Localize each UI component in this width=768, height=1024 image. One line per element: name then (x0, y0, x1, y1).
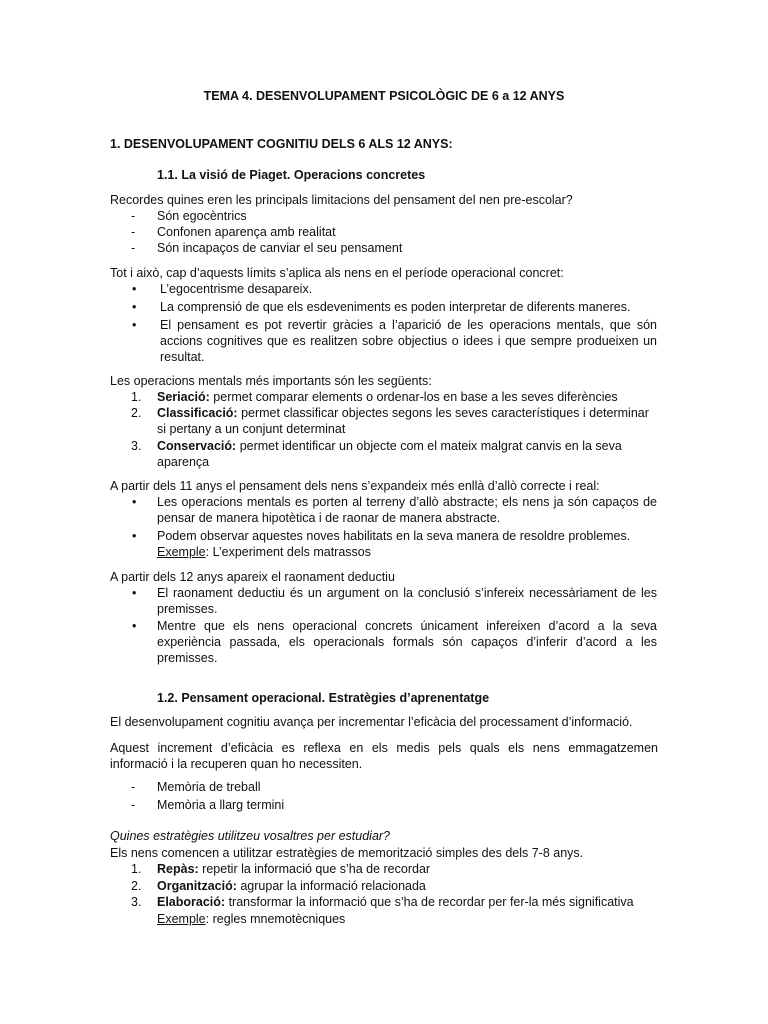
example-line (157, 911, 345, 927)
list-number: 1. (131, 862, 142, 876)
list-item: Mentre que els nens operacional concrets únicament infereixen d’acord a la seva (157, 619, 657, 633)
list-item: Confonen aparença amb realitat (157, 225, 336, 239)
list-item-continuation: resultat. (160, 350, 205, 364)
list-item (157, 861, 430, 877)
bullet-marker: • (132, 619, 137, 633)
example-text: : L’experiment dels matrassos (205, 545, 371, 559)
list-number: 2. (131, 406, 142, 420)
list-item: Són incapaços de canviar el seu pensament (157, 241, 403, 255)
paragraph-increment: Aquest increment d’eficàcia es reflexa en els medis pels quals els nens emmagatzemen (110, 741, 658, 755)
list-item-continuation: aparença (157, 455, 210, 469)
paragraph-tot-i-aixo: Tot i això, cap d’aquests límits s’aplica als nens en el període operacional concret: (110, 266, 564, 280)
list-item: La comprensió de que els esdeveniments es poden interpretar de diferents maneres. (160, 300, 631, 314)
document-title: TEMA 4. DESENVOLUPAMENT PSICOLÒGIC DE 6 a 12 ANYS (203, 89, 565, 103)
paragraph-12-anys: A partir dels 12 anys apareix el raonament deductiu (110, 570, 395, 584)
list-item (157, 405, 649, 421)
term: Elaboració: (157, 895, 226, 909)
list-item: Són egocèntrics (157, 209, 247, 223)
paragraph-11-anys: A partir dels 11 anys el pensament dels nens s’expandeix més enllà d’allò correcte i real: (110, 479, 600, 493)
definition: repetir la informació que s’ha de recordar (202, 862, 431, 876)
list-item-continuation: premisses. (157, 602, 218, 616)
dash-marker: - (131, 241, 136, 255)
list-item: Memòria de treball (157, 780, 261, 794)
list-item: L’egocentrisme desapareix. (160, 282, 313, 296)
list-item: El pensament es pot revertir gràcies a l’aparició de les operacions mentals, que són (160, 318, 657, 332)
list-item: Memòria a llarg termini (157, 798, 285, 812)
paragraph-estrategies: Els nens comencen a utilitzar estratègies de memorització simples des dels 7-8 anys. (110, 846, 584, 860)
list-number: 2. (131, 879, 142, 893)
list-number: 3. (131, 895, 142, 909)
list-item (157, 894, 634, 910)
example-text: : regles mnemotècniques (205, 912, 346, 926)
list-number: 3. (131, 439, 142, 453)
subsection-heading-1-1: 1.1. La visió de Piaget. Operacions concretes (157, 168, 426, 182)
dash-marker: - (131, 225, 136, 239)
definition: agrupar la informació relacionada (240, 879, 426, 893)
bullet-marker: • (132, 282, 137, 296)
bullet-marker: • (132, 586, 137, 600)
paragraph-desenvolupament: El desenvolupament cognitiu avança per incrementar l’eficàcia del processament d’informació. (110, 715, 633, 729)
term: Repàs: (157, 862, 199, 876)
term: Seriació: (157, 390, 210, 404)
list-item-continuation: premisses. (157, 651, 218, 665)
term: Classificació: (157, 406, 238, 420)
question-preschool: Recordes quines eren les principals limitacions del pensament del nen pre-escolar? (110, 193, 573, 207)
term: Organització: (157, 879, 237, 893)
dash-marker: - (131, 209, 136, 223)
list-item: Podem observar aquestes noves habilitats en la seva manera de resoldre problemes. (157, 529, 631, 543)
bullet-marker: • (132, 318, 137, 332)
paragraph-operacions: Les operacions mentals més importants són les següents: (110, 374, 432, 388)
term: Conservació: (157, 439, 237, 453)
list-item-continuation: si pertany a un conjunt determinat (157, 422, 346, 436)
definition: permet comparar elements o ordenar-los en base a les seves diferències (213, 390, 618, 404)
list-item-continuation: accions cognitives que es realitzen sobre objectius o idees i que sempre produeixen un (160, 334, 657, 348)
dash-marker: - (131, 798, 136, 812)
section-heading-1: 1. DESENVOLUPAMENT COGNITIU DELS 6 ALS 12 ANYS: (110, 137, 453, 151)
example-line (157, 544, 371, 560)
example-label: Exemple (157, 545, 206, 559)
list-item (157, 438, 622, 454)
paragraph-increment-continuation: informació i la recuperen quan ho necessiten. (110, 757, 363, 771)
bullet-marker: • (132, 495, 137, 509)
bullet-marker: • (132, 529, 137, 543)
list-item (157, 878, 426, 894)
list-item: Les operacions mentals es porten al terreny d’allò abstracte; els nens ja són capaços de (157, 495, 657, 509)
list-item-continuation: pensar de manera hipotètica i de raonar de manera abstracte. (157, 511, 501, 525)
list-number: 1. (131, 390, 142, 404)
definition: permet identificar un objecte com el mateix malgrat canvis en la seva (239, 439, 622, 453)
definition: permet classificar objectes segons les seves característiques i determinar (241, 406, 649, 420)
example-label: Exemple (157, 912, 206, 926)
bullet-marker: • (132, 300, 137, 314)
list-item: El raonament deductiu és un argument on la conclusió s’infereix necessàriament de les (157, 586, 657, 600)
subsection-heading-1-2: 1.2. Pensament operacional. Estratègies d’aprenentatge (157, 691, 490, 705)
dash-marker: - (131, 780, 136, 794)
question-strategies: Quines estratègies utilitzeu vosaltres per estudiar? (110, 829, 391, 843)
list-item (157, 389, 618, 405)
definition: transformar la informació que s’ha de recordar per fer-la més significativa (228, 895, 634, 909)
list-item-continuation: experiència passada, els operacionals formals són capaços d’inferir d’acord a les (157, 635, 657, 649)
